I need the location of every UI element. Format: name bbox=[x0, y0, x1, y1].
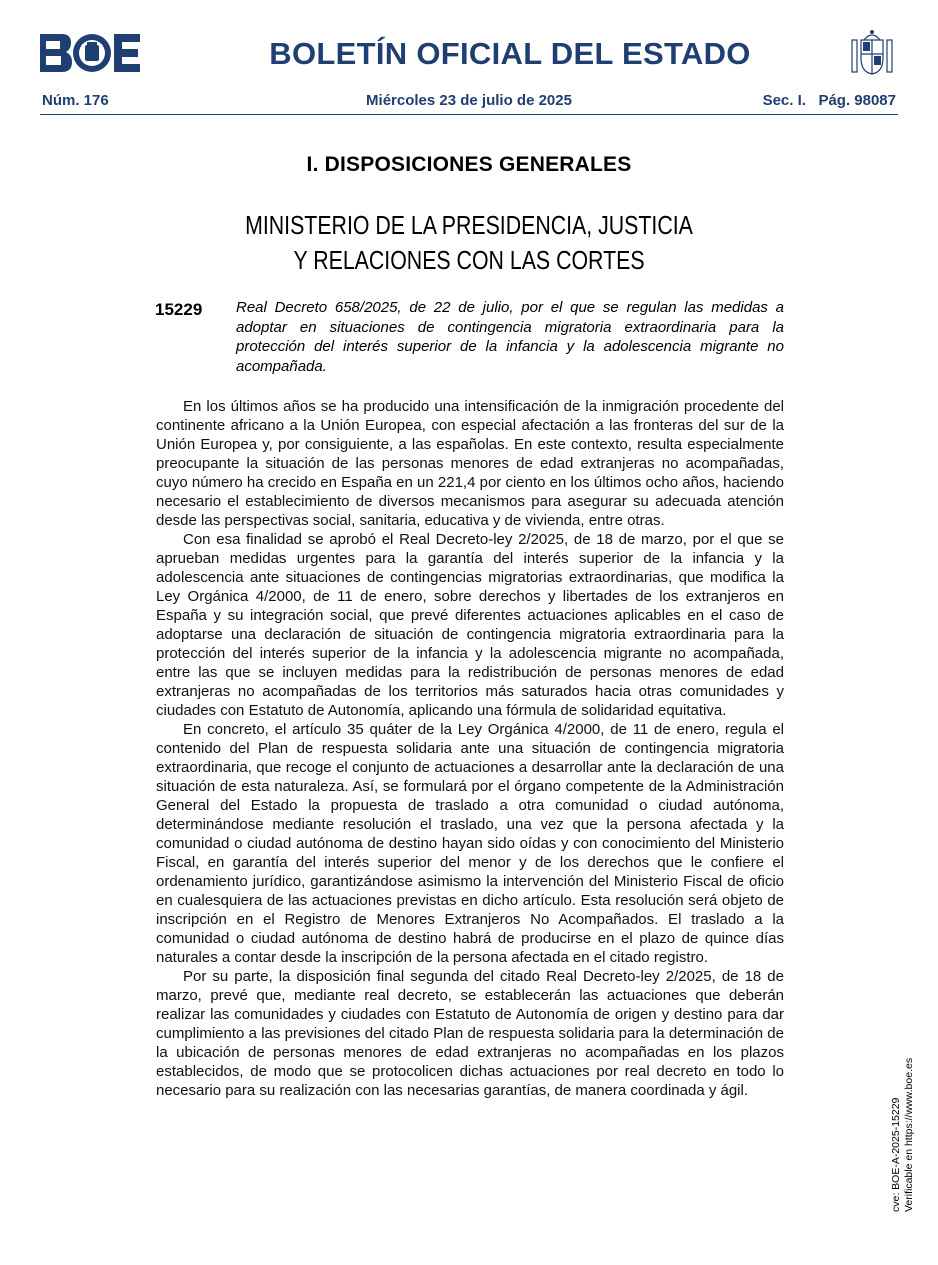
ministry-line-2: Y RELACIONES CON LAS CORTES bbox=[293, 245, 645, 275]
page-header bbox=[40, 28, 898, 80]
verification-note bbox=[890, 1058, 916, 1212]
verification-url: Verificable en https://www.boe.es bbox=[903, 1057, 915, 1212]
paragraph: Por su parte, la disposición final segunda del citado Real Decreto-ley 2/2025, de 18 de marzo, prevé que, mediante real decreto, se establecerán las actuaciones que deberán realizar las comunidades y ciudades con Estatuto de Autonomía de origen y destino para dar cumplimiento a las previsiones del citado Plan de respuesta solidaria para la determinación de la ubicación de personas menores de edad extranjeras no acompañadas en los plazos establecidos, de modo que se protocolicen dichas actuaciones por real decreto en todo lo necesario para su realización con las necesarias garantías, de manera coordinada y ágil. bbox=[156, 968, 784, 1099]
issue-number: Núm. 176 bbox=[42, 92, 109, 109]
paragraph: Con esa finalidad se aprobó el Real Decreto-ley 2/2025, de 18 de marzo, por el que se aprueban medidas urgentes para la garantía del interés superior de la infancia y la adolescencia ante situaciones de contingencias migratorias extraordinarias, que modifica la Ley Orgánica 4/2000, de 11 de enero, sobre derechos y libertades de los extranjeros en España y su integración social, que prevé diferentes actuaciones aplicables en el caso de adoptarse una declaración de situación de contingencia migratoria extraordinaria para la protección del interés superior de la infancia y la adolescencia migrante no acompañada, entre las que se incluyen medidas para la redistribución de personas menores de edad extranjeras no acompañadas de los territorios más saturados hacia otras comunidades y ciudades con Estatuto de Autonomía, aplicando una fórmula de solidaridad equitativa. bbox=[156, 531, 784, 719]
paragraph: En concreto, el artículo 35 quáter de la Ley Orgánica 4/2000, de 11 de enero, regula el contenido del Plan de respuesta solidaria ante una situación de contingencia migratoria extraordinaria, que recoge el conjunto de actuaciones a desarrollar ante la declaración de una situación de esta naturaleza. Así, se formulará por el órgano competente de la Administración General del Estado la propuesta de traslado a otra comunidad o ciudad autónoma, determinándose mediante resolución el traslado, una vez que la persona afectada y la comunidad o ciudad autónoma de destino hayan sido oídas y con conocimiento del Ministerio Fiscal, en garantía del interés superior del menor y de los derechos que le confiere el ordenamiento jurídico, garantizándose asimismo la intervención del Ministerio Fiscal de oficio en cualesquiera de las actuaciones previstas en dicho artículo. Esta resolución será objeto de inscripción en el Registro de Menores Extranjeros No Acompañados. El traslado a la comunidad o ciudad autónoma de destino habrá de producirse en el plazo de quince días naturales a contar desde la inscripción de la persona afectada en el citado registro. bbox=[156, 721, 784, 966]
document-body bbox=[156, 397, 784, 1100]
section-page: Sec. I. Pág. 98087 bbox=[762, 92, 896, 109]
decree-title: Real Decreto 658/2025, de 22 de julio, por el que se regulan las medidas a adoptar en situaciones de contingencia migratoria extraordinaria para la protección del interés superior de la infancia y la adolescencia migrante no acompañada. bbox=[236, 299, 784, 375]
paragraph: En los últimos años se ha producido una intensificación de la inmigración procedente del continente africano a la Unión Europea, con especial afectación a las fronteras del sur de la Unión Europea y, por consiguiente, a las españolas. En este contexto, resulta especialmente preocupante la situación de las personas menores de edad extranjeras no acompañadas, cuyo número ha crecido en España en un 221,4 por ciento en los últimos ocho años, haciendo necesario el establecimiento de diversos mecanismos para asegurar su adecuada atención desde las perspectivas social, sanitaria, educativa y de vivienda, entre otras. bbox=[156, 398, 784, 529]
coat-of-arms-icon bbox=[846, 28, 898, 78]
cve-code: cve: BOE-A-2025-15229 bbox=[890, 1097, 902, 1212]
boe-logo bbox=[40, 34, 140, 72]
section-title: I. DISPOSICIONES GENERALES bbox=[306, 153, 632, 176]
issue-info-bar bbox=[40, 92, 898, 115]
issue-date: Miércoles 23 de julio de 2025 bbox=[366, 92, 572, 109]
publication-title: BOLETÍN OFICIAL DEL ESTADO bbox=[269, 36, 751, 71]
ministry-heading bbox=[84, 208, 853, 278]
ministry-line-1: MINISTERIO DE LA PRESIDENCIA, JUSTICIA bbox=[245, 210, 693, 240]
decree-number: 15229 bbox=[155, 300, 203, 319]
